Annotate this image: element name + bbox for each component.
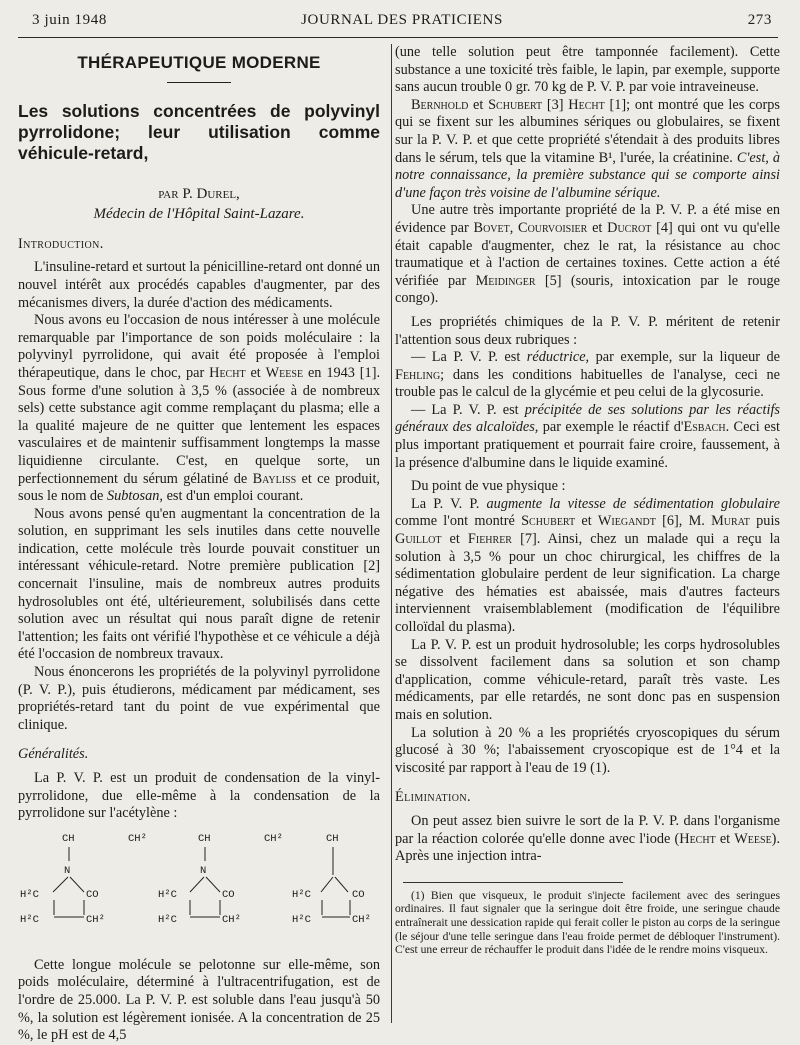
author-name: Courvoisier [518, 219, 588, 236]
paragraph: La P. V. P. est un produit hydrosoluble; les corps hydrosolubles se dissolvent facilement dans sa solution et son champ d'application, comme véhicule-retard, paraît très vaste. Les médicaments, par elle retardés, ne sont donc pas en suspension mais en solution. [395, 636, 780, 723]
author-affiliation: Médecin de l'Hôpital Saint-Lazare. [93, 206, 305, 223]
paragraph: Bernhold et Schubert [3] Hecht [1]; ont montré que les corps qui se fixent sur les albumines sériques ou globulaires, se fixent sur la P. V. P. et que cette propriété s'étendait à des produits libres dans le sérum, tels que la vitamine B¹, l'urée, la créatinine. C'est, à notre connaissance, la première substance qui se comporte ainsi d'une façon très voisine de l'albumine sérique. [395, 96, 780, 201]
author-name: Weese). [734, 830, 781, 847]
right-column [395, 44, 780, 957]
intro-heading: Introduction. [18, 235, 104, 252]
journal-title: JOURNAL DES PRATICIENS [301, 12, 503, 28]
paragraph: Nous avons pensé qu'en augmentant la concentration de la solution, en supprimant les sels inutiles dans cette nouvelle indication, cette molécule très lourde pouvait constituer un intéressant véhicule-retard. Notre première publication [2] concernait l'insuline, mais de nombreux autres produits hydrosolubles ont été, ultérieurement, solubilisés dans cette solution avec un résultat qui nous paraît digne de retenir l'attention; les faits ont vérifié l'hypothèse et ce véhicule a déjà été l'occasion de nombreux travaux. [18, 505, 380, 663]
author-name: Ducrot [607, 219, 652, 236]
formula-ch2: CH² [352, 913, 371, 926]
author-name: Weese [265, 364, 304, 381]
formula-ch2: CH² [222, 913, 241, 926]
paragraph: Nous énoncerons les propriétés de la polyvinyl pyrrolidone (P. V. P.), puis étudierons, médicament par médicament, ses propriétés-retard tant du point de vue expérimental que clinique. [18, 664, 380, 733]
paragraph: La P. V. P. est un produit de condensation de la vinyl-pyrrolidone, due elle-même à la condensation de la pyrrolidone sur l'acétylène : [18, 770, 380, 822]
formula-h2c: H²C [292, 888, 311, 901]
author-name: Murat [711, 513, 750, 530]
author-name: Hecht [209, 364, 246, 381]
formula-ch: CH [326, 832, 339, 845]
chemical-formula-svg [18, 827, 380, 957]
author-name: Esbach. [683, 419, 730, 436]
author-name: Meidinger [475, 272, 536, 289]
author-name: Fehling; [395, 366, 445, 383]
formula-n: N [200, 864, 207, 877]
article-title: Les solutions concentrées de polyvinyl pyrrolidone; leur utilisation comme véhicule-retard, [18, 100, 380, 163]
formula-h2c: H²C [158, 888, 177, 901]
author-name: Bayliss [252, 470, 297, 487]
paragraph: L'insuline-retard et surtout la pénicilline-retard ont donné un nouvel intérêt aux procédés capables d'augmenter, par des mécanismes divers, la durée d'action des médicaments. [18, 259, 380, 311]
formula-ch2: CH² [86, 913, 105, 926]
product-name: Subtosan, [106, 488, 163, 505]
footnote-rule [403, 882, 623, 883]
chemical-formula-figure [18, 827, 380, 957]
section-title-rule [167, 82, 231, 83]
left-column [18, 44, 380, 1045]
formula-ch: CH [62, 832, 75, 845]
footnote: (1) Bien que visqueux, le produit s'injecte facilement avec des seringues ordinaires. Il faut signaler que la seringue doit être froide, une seringue chaude entraînerait une dessication rapide qui ferait coller le piston au corps de la seringue (le séjour d'une telle seringue dans l'eau froide permet de débloquer l'instrument). C'est une erreur de réchauffer le produit dans l'idée de le rendre moins visqueux. [395, 888, 780, 957]
author-name: Hecht [568, 96, 605, 113]
formula-h2c: H²C [20, 913, 39, 926]
formula-co: CO [222, 888, 235, 901]
author-name: Bernhold [411, 96, 469, 113]
author-name: Wiegandt [597, 513, 656, 530]
paragraph: Les propriétés chimiques de la P. V. P. méritent de retenir l'attention sous deux rubriques : [395, 313, 780, 348]
formula-ch: CH [198, 832, 211, 845]
paragraph: La P. V. P. augmente la vitesse de sédimentation globulaire comme l'ont montré Schubert et Wiegandt [6], M. Murat puis Guillot et Fiehrer [7]. Ainsi, chez un malade qui a reçu la solution à 3,5 % pour un choc chirurgical, les chiffres de la sédimentation globulaire perdent de leur signification. La charge négative des hématies est abaissée, mais d'autres facteurs interviennent vraisemblablement (modification de l'équilibre colloïdal du plasma). [395, 495, 780, 635]
generalites-heading: Généralités. [18, 746, 89, 763]
column-divider [391, 44, 392, 1023]
paragraph: Cette longue molécule se pelotonne sur elle-même, son poids moléculaire, déterminé à l'ultracentrifugation, est de l'ordre de 25.000. La P. V. P. est soluble dans l'eau jusqu'à 50 %, la solution est légèrement ionisée. A la concentration de 25 %, le pH est de 4,5 [18, 956, 380, 1044]
formula-ch2: CH² [264, 832, 283, 845]
issue-date: 3 juin 1948 [32, 12, 107, 28]
section-title: THÉRAPEUTIQUE MODERNE [77, 53, 321, 72]
paragraph: (une telle solution peut être tamponnée facilement). Cette substance a une toxicité très faible, le lapin, par exemple, supporte sans aucun trouble 0 gr. 70 kg de P. V. P. par voie intraveineuse. [395, 44, 780, 96]
formula-h2c: H²C [20, 888, 39, 901]
formula-h2c: H²C [158, 913, 177, 926]
running-header [32, 12, 772, 34]
paragraph: Nous avons eu l'occasion de nous intéresser à une molécule remarquable par l'importance de son poids moléculaire : la polyvinyl pyrrolidone, qui avait été proposée à l'emploi thérapeutique, dans le choc, par Hecht et Weese en 1943 [1]. Sous forme d'une solution à 3,5 % (associée à de nombreux sels) cette substance agit comme remplaçant du plasma; elle a la qualité majeure de ne quitter que lentement les espaces vasculaires et de maintenir suffisamment longtemps la masse liquidienne circulante. C'est, en quelque sorte, un perfectionnement du sérum gélatiné de Bayliss et ce produit, sous le nom de Subtosan, est d'un emploi courant. [18, 312, 381, 505]
author-name: Hecht [679, 830, 716, 847]
formula-n: N [64, 864, 71, 877]
author-name: Schubert [521, 513, 576, 530]
byline: par P. Durel, [158, 185, 240, 202]
formula-co: CO [86, 888, 99, 901]
paragraph: Une autre très importante propriété de la P. V. P. a été mise en évidence par Bovet, Courvoisier et Ducrot [4] qui ont vu qu'elle était capable d'augmenter, chez le rat, la résistance au choc traumatique et à l'action de certaines toxines. Cette action a été vérifiée par Meidinger [5] (souris, intoxication par le rouge congo). [395, 202, 781, 307]
paragraph: On peut assez bien suivre le sort de la P. V. P. dans l'organisme par la réaction colorée qu'elle donne avec l'iode (Hecht et Weese). Après une injection intra- [395, 812, 781, 865]
paragraph: — La P. V. P. est précipitée de ses solutions par les réactifs généraux des alcaloïdes, par exemple le réactif d'Esbach. Ceci est plus important pratiquement et pourrait faire croire, faussement, à la présence d'albumine dans le liquide examiné. [395, 401, 781, 471]
paragraph: — La P. V. P. est réductrice, par exemple, sur la liqueur de Fehling; dans les conditions habituelles de l'analyse, ceci ne trouble pas le calcul de la glycémie et peu celui de la glycosurie. [395, 349, 781, 401]
paragraph: La solution à 20 % a les propriétés cryoscopiques du sérum glucosé à 30 %; l'abaissement cryoscopique est de 1°4 et la viscosité par rapport à l'eau de 19 (1). [395, 724, 780, 776]
author-name: Bovet, [473, 219, 514, 236]
author-name: Guillot [395, 531, 442, 548]
formula-ch2: CH² [128, 832, 147, 845]
author-name: Schubert [488, 96, 543, 113]
formula-h2c: H²C [292, 913, 311, 926]
elimination-heading: Élimination. [395, 789, 471, 806]
formula-co: CO [352, 888, 365, 901]
header-rule [18, 37, 778, 38]
page-number: 273 [747, 12, 772, 28]
paragraph: Du point de vue physique : [411, 478, 566, 495]
author-name: Fiehrer [467, 531, 512, 548]
